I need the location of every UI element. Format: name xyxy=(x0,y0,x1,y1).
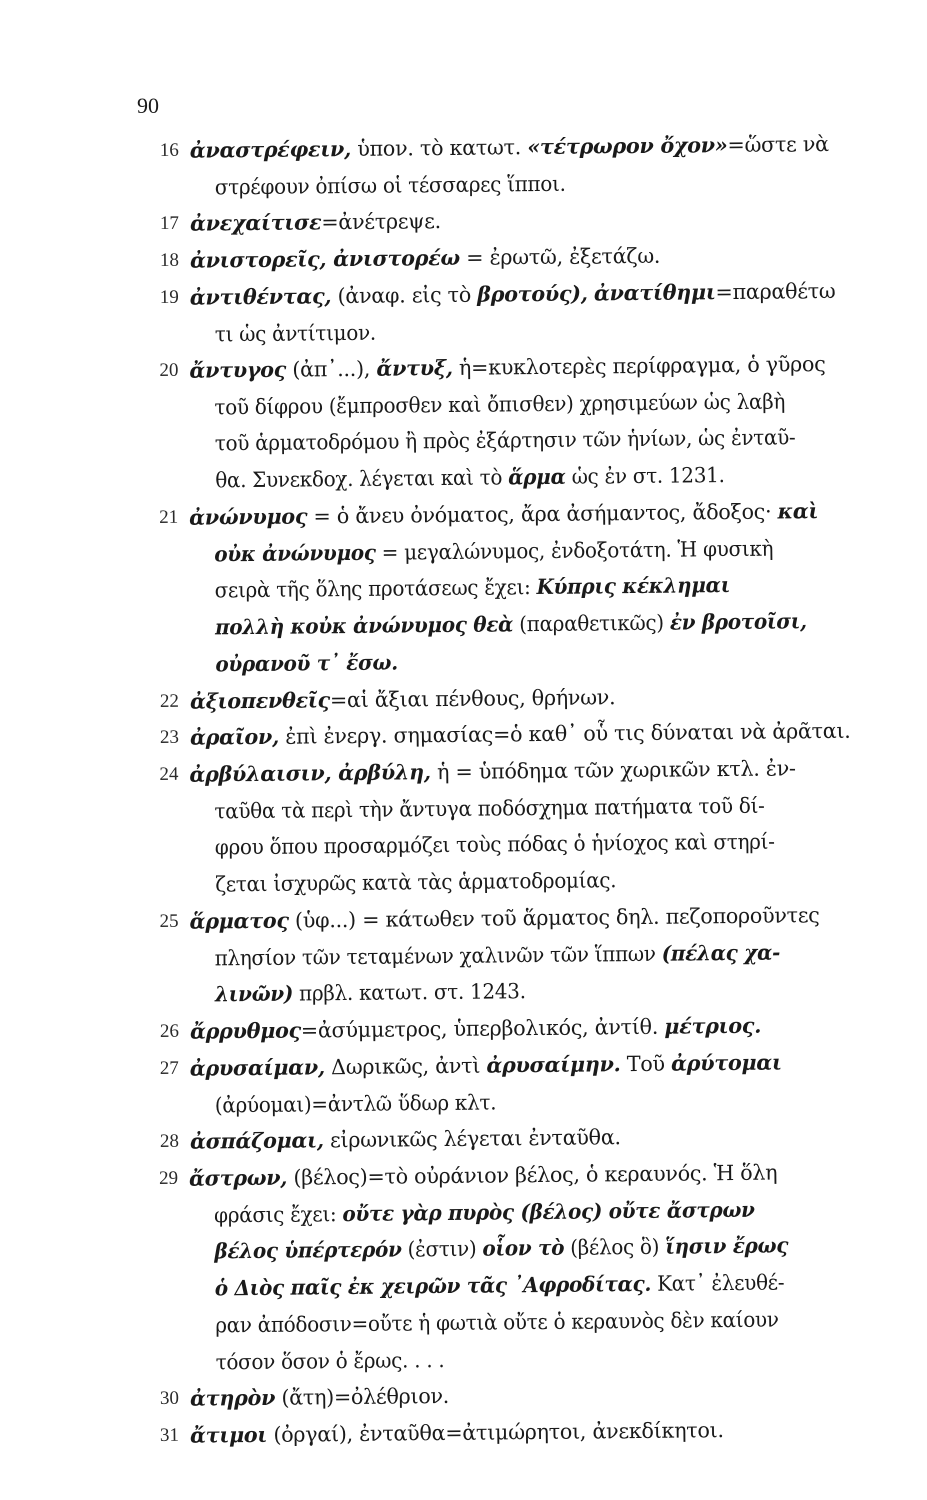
gloss-text: (παραθετικῶς) xyxy=(513,610,671,637)
entry-number: 18 xyxy=(159,249,180,272)
entry-number: 31 xyxy=(159,1424,180,1446)
gloss-text: (βέλος)=τὸ οὐράνιον βέλος, ὁ κεραυνός. Ἡ ὅλη xyxy=(287,1160,778,1190)
entry-number: 20 xyxy=(159,360,179,382)
glossary-entries xyxy=(160,133,900,1454)
lemma-text: βροτούς), xyxy=(477,280,588,307)
gloss-text: = ὁ ἄνευ ὀνόματος, ἄρα ἀσήμαντος, ἄδοξος· xyxy=(307,499,778,529)
gloss-text: ἐπὶ ἐνεργ. σημασίας=ὁ καθ᾿ οὗ τις δύναται νὰ ἀρᾶται. xyxy=(278,719,851,750)
gloss-text: φρου ὅπου προσαρμόζει τοὺς πόδας ὁ ἡνίοχος καὶ στηρί- xyxy=(214,829,775,860)
gloss-text: = μεγαλώνυμος, ἐνδοξοτάτη. Ἡ φυσικὴ xyxy=(375,536,774,565)
lemma-text: ἀσπάζομαι, xyxy=(189,1127,324,1154)
glossary-entry xyxy=(159,749,900,904)
glossary-entry xyxy=(160,125,901,206)
gloss-text: =ὥστε νὰ xyxy=(727,131,829,158)
lemma-text: Κύπρις κέκλημαι xyxy=(536,572,731,600)
gloss-text: (ἄτη)=ὀλέθριον. xyxy=(274,1383,450,1410)
entry-number: 16 xyxy=(159,139,179,162)
lemma-text: (πέλας χα- xyxy=(661,938,781,966)
gloss-text: = ἐρωτῶ, ἐξετάζω. xyxy=(459,243,661,270)
glossary-entry xyxy=(159,896,900,1014)
gloss-text: ὡς ἐν στ. 1231. xyxy=(565,463,725,490)
gloss-text: τοῦ ἁρματοδρόμου ἢ πρὸς ἐξάρτησιν τῶν ἡνίων, ὡς ἐνταῦ- xyxy=(214,425,796,457)
glossary-entry xyxy=(160,272,901,353)
lemma-text: ἀρβύλαισιν, ἀρβύλη, xyxy=(189,759,431,787)
lemma-text: ὁ Διὸς παῖς ἐκ χειρῶν τᾶς ᾿Αφροδίτας. xyxy=(214,1270,652,1301)
gloss-text: ἡ=κυκλοτερὲς περίφραγμα, ὁ γῦρος xyxy=(452,352,826,381)
entry-number: 22 xyxy=(159,690,180,712)
lemma-text: πολλὴ κοὐκ ἀνώνυμος θεὰ xyxy=(214,611,514,640)
glossary-entry xyxy=(159,345,900,500)
lemma-text: λινῶν) xyxy=(214,980,294,1007)
lemma-text: ἄρρυθμος xyxy=(189,1017,301,1044)
gloss-text: (ἀρύομαι)=ἀντλῶ ὕδωρ κλτ. xyxy=(214,1089,497,1117)
lemma-text: ἀρυσαίμην. xyxy=(486,1050,621,1078)
lemma-text: ἀναστρέφειν, xyxy=(189,135,352,163)
gloss-text: εἰρωνικῶς λέγεται ἐνταῦθα. xyxy=(323,1125,621,1153)
lemma-text: ἀνιστορεῖς, ἀνιστορέω xyxy=(189,244,461,273)
lemma-text: ἄτιμοι xyxy=(189,1421,268,1448)
lemma-text: ἅρμα xyxy=(508,464,566,490)
lemma-text: ἀντιθέντας, xyxy=(189,283,332,310)
gloss-text: σειρὰ τῆς ὅλης προτάσεως ἔχει: xyxy=(214,575,537,603)
glossary-entry xyxy=(159,1153,901,1381)
gloss-text: τι ὡς ἀντίτιμον. xyxy=(214,320,376,346)
glossary-entry xyxy=(159,492,901,683)
gloss-text: (ἐστιν) xyxy=(401,1236,483,1262)
entry-number: 29 xyxy=(158,1167,179,1189)
gloss-text: τόσον ὅσον ὁ ἔρως. . . . xyxy=(215,1347,445,1374)
entry-line xyxy=(190,1410,890,1454)
gloss-text: ἡ = ὑπόδημα τῶν χωρικῶν κτλ. ἐν- xyxy=(430,756,796,785)
gloss-text: ραν ἀπόδοσιν=οὔτε ἡ φωτιὰ οὔτε ὁ κεραυνὸς δὲν καίουν xyxy=(215,1307,779,1337)
lemma-text: οὐκ ἀνώνυμος xyxy=(214,539,376,567)
entry-number: 19 xyxy=(159,286,179,308)
lemma-text: ἵησιν ἔρως xyxy=(665,1232,789,1259)
gloss-text: φράσις ἔχει: xyxy=(213,1201,343,1227)
lemma-text: ἄστρων, xyxy=(188,1164,288,1191)
lemma-text: οἷον τὸ xyxy=(482,1234,565,1261)
gloss-text: (βέλος ὃ) xyxy=(564,1234,666,1260)
page-number: 90 xyxy=(137,93,159,118)
gloss-text: =ἀσύμμετρος, ὑπερβολικός, ἀντίθ. xyxy=(300,1014,665,1043)
entry-number: 30 xyxy=(159,1387,180,1409)
gloss-text: πλησίον τῶν τεταμένων χαλινῶν τῶν ἵππων xyxy=(214,941,662,970)
lemma-text: ἀρύτομαι xyxy=(670,1049,782,1076)
entry-number: 28 xyxy=(159,1130,180,1152)
lemma-text: ἀνατίθημι xyxy=(593,278,716,306)
entry-number: 26 xyxy=(159,1020,180,1042)
lemma-text: ἀρυσαίμαν, xyxy=(189,1053,325,1081)
lemma-text: ἀξιοπενθεῖς xyxy=(189,686,331,714)
glossary-entry xyxy=(160,1043,901,1124)
lemma-text: «τέτρωρον ὄχον» xyxy=(527,132,728,160)
gloss-text: (ἀναφ. εἰς τὸ xyxy=(331,282,478,309)
lemma-text: ἅρματος xyxy=(189,907,289,934)
gloss-text: Κατ᾿ ἐλευθέ- xyxy=(650,1270,785,1296)
gloss-text: στρέφουν ὀπίσω οἱ τέσσαρες ἵπποι. xyxy=(214,171,566,200)
gloss-text: Δωρικῶς, ἀντὶ xyxy=(324,1053,487,1079)
gloss-text: (ἀπ᾿...), xyxy=(285,356,377,382)
lemma-text: ἀτηρὸν xyxy=(189,1384,276,1411)
gloss-text: πρβλ. κατωτ. στ. 1243. xyxy=(292,979,526,1006)
gloss-text: ταῦθα τὰ περὶ τὴν ἄντυγα ποδόσχημα πατήματα τοῦ δί- xyxy=(214,793,765,824)
entry-number: 25 xyxy=(159,910,179,932)
gloss-text: =ἀνέτρεψε. xyxy=(321,209,442,235)
lemma-text: ἀνεχαίτισε xyxy=(189,209,322,237)
entry-number: 24 xyxy=(159,763,179,785)
glossary-entry xyxy=(160,1410,900,1454)
gloss-text: τοῦ δίφρου (ἔμπροσθεν καὶ ὄπισθεν) χρησιμεύων ὡς λαβὴ xyxy=(214,389,786,420)
gloss-text: ζεται ἰσχυρῶς κατὰ τὰς ἁρματοδρομίας. xyxy=(215,868,617,897)
entry-number: 27 xyxy=(159,1057,179,1079)
gloss-text: =αἱ ἄξιαι πένθους, θρήνων. xyxy=(329,684,616,712)
lemma-text: μέτριος. xyxy=(664,1012,762,1039)
entry-number: 21 xyxy=(159,506,179,529)
lemma-text: καὶ xyxy=(777,498,819,524)
entry-number: 23 xyxy=(159,727,180,749)
gloss-text: Τοῦ xyxy=(620,1051,672,1076)
lemma-text: οὔτε γὰρ πυρὸς (βέλος) οὔτε ἄστρων xyxy=(342,1196,755,1226)
gloss-text: (ὑφ...) = κάτωθεν τοῦ ἅρματος δηλ. πεζοποροῦντες xyxy=(288,902,820,933)
lemma-text: ἀνώνυμος xyxy=(189,503,308,530)
entry-number: 17 xyxy=(159,213,180,235)
lemma-text: βέλος ὑπέρτερόν xyxy=(214,1236,402,1264)
gloss-text: ὑπον. τὸ κατωτ. xyxy=(350,135,528,161)
gloss-text: (ὀργαί), ἐνταῦθα=ἀτιμώρητοι, ἀνεκδίκητοι. xyxy=(266,1417,724,1447)
gloss-text: θα. Συνεκδοχ. λέγεται καὶ τὸ xyxy=(215,465,509,493)
lemma-text: ἄντυγος xyxy=(189,356,287,383)
lemma-text: οὐρανοῦ τ᾿ ἔσω. xyxy=(215,649,398,677)
lemma-text: ἀραῖον, xyxy=(189,724,280,750)
lemma-text: ἐν βροτοῖσι, xyxy=(669,608,807,635)
gloss-text: =παραθέτω xyxy=(715,278,836,304)
lemma-text: ἄντυξ, xyxy=(376,355,453,381)
entry-line xyxy=(191,639,865,683)
